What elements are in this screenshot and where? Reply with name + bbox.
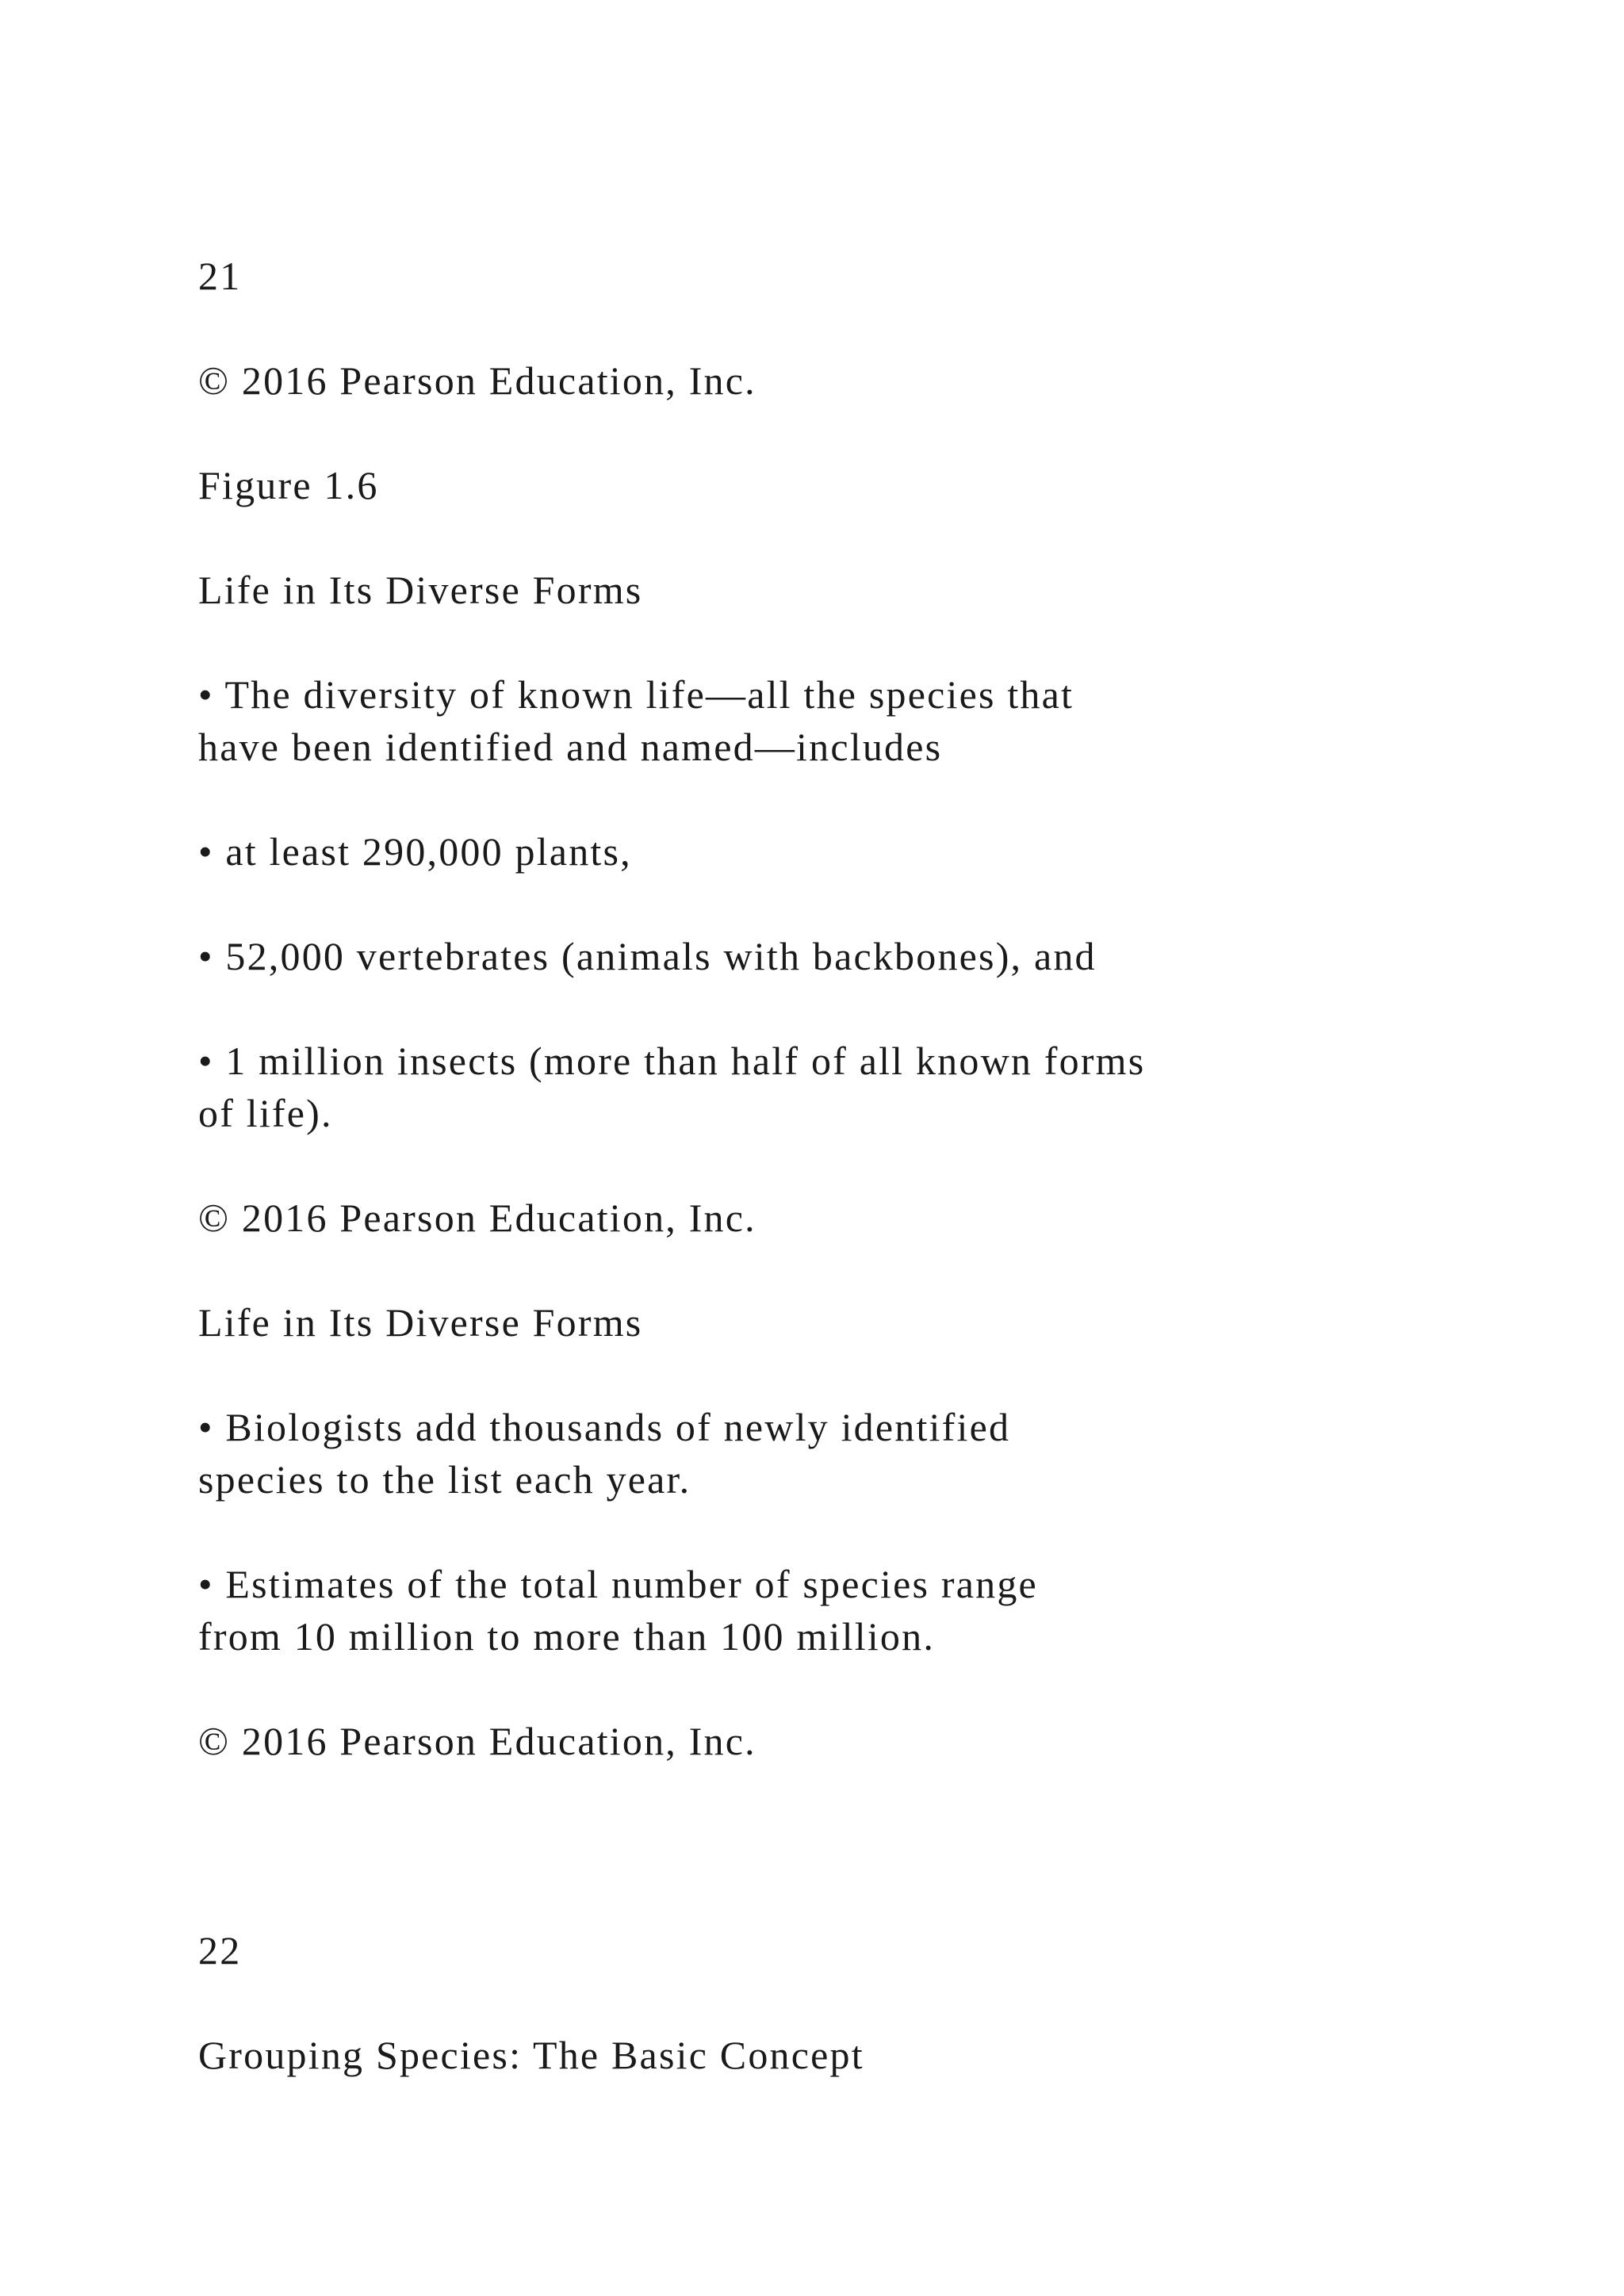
bullet-text: have been identified and named—includes: [198, 725, 943, 769]
copyright-notice: © 2016 Pearson Education, Inc.: [198, 1196, 756, 1240]
bullet-text: • 1 million insects (more than half of all known forms: [198, 1039, 1146, 1083]
bullet-text: of life).: [198, 1091, 333, 1135]
slide-title: Life in Its Diverse Forms: [198, 568, 643, 612]
bullet-text: from 10 million to more than 100 million.: [198, 1614, 936, 1659]
bullet-text: • at least 290,000 plants,: [198, 829, 632, 874]
section-title: Grouping Species: The Basic Concept: [198, 2033, 864, 2077]
bullet-text: • Estimates of the total number of species range: [198, 1562, 1038, 1606]
copyright-notice: © 2016 Pearson Education, Inc.: [198, 1719, 756, 1763]
copyright-notice: © 2016 Pearson Education, Inc.: [198, 358, 756, 403]
bullet-text: species to the list each year.: [198, 1457, 691, 1502]
bullet-text: • The diversity of known life—all the species that: [198, 672, 1074, 717]
page-number: 22: [198, 1928, 242, 1973]
page-number: 21: [198, 254, 242, 298]
slide-title: Life in Its Diverse Forms: [198, 1300, 643, 1345]
bullet-text: • 52,000 vertebrates (animals with backbones), and: [198, 934, 1097, 978]
figure-label: Figure 1.6: [198, 463, 379, 507]
bullet-text: • Biologists add thousands of newly identified: [198, 1405, 1011, 1449]
